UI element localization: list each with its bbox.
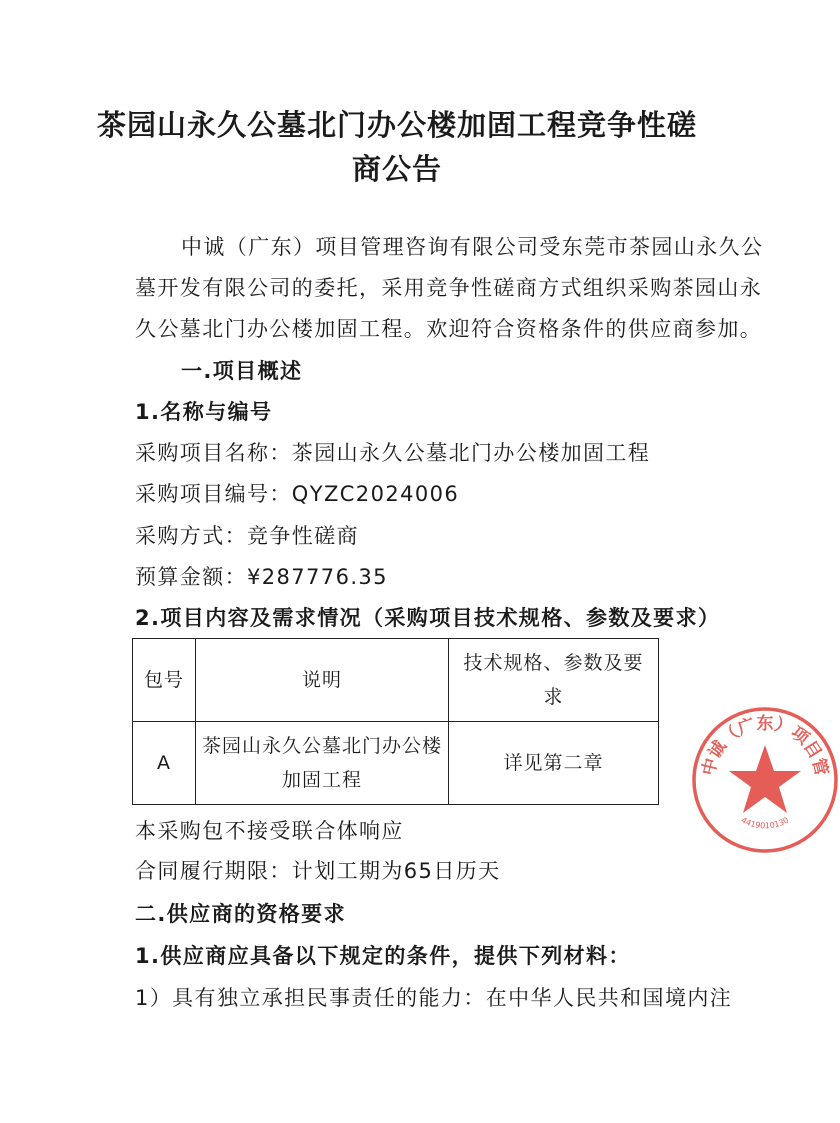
intro-line-1: 中诚（广东）项目管理咨询有限公司受东莞市茶园山永久公 [181,235,764,259]
intro-line-2: 墓开发有限公司的委托，采用竞争性磋商方式组织采购茶园山永 [135,276,763,300]
intro-line-3: 久公墓北门办公楼加固工程。欢迎符合资格条件的供应商参加。 [135,317,763,341]
cell-description: 茶园山永久公墓北门办公楼加固工程 [196,722,449,805]
package-table [132,638,659,805]
consortium-note: 本采购包不接受联合体响应 [135,819,404,843]
seal-text: 中诚（广东）项目管 [698,714,832,778]
seal-number: 4419010130 [739,815,791,831]
cell-package-no: A [133,722,196,805]
contract-period: 合同履行期限：计划工期为65日历天 [135,859,501,883]
section-1-heading: 一.项目概述 [181,359,303,383]
project-number: 采购项目编号：QYZC2024006 [135,482,460,506]
section-1-sub-1: 1.名称与编号 [135,400,273,424]
procurement-method: 采购方式：竞争性磋商 [135,524,359,548]
section-2-sub-1: 1.供应商应具备以下规定的条件，提供下列材料： [135,944,631,968]
project-name: 采购项目名称：茶园山永久公墓北门办公楼加固工程 [135,441,651,465]
qualification-item-1: 1）具有独立承担民事责任的能力：在中华人民共和国境内注 [135,986,733,1010]
header-description: 说明 [196,639,449,722]
header-package-no: 包号 [133,639,196,722]
section-1-sub-2: 2.项目内容及需求情况（采购项目技术规格、参数及要求） [135,606,721,630]
section-2-heading: 二.供应商的资格要求 [135,902,346,926]
budget-amount: 预算金额：¥287776.35 [135,565,388,589]
notice-title-line-1: 茶园山永久公墓北门办公楼加固工程竞争性磋 [96,108,697,142]
notice-title-line-2: 商公告 [351,152,442,186]
table-row [133,722,659,805]
table-header-row [133,639,659,722]
cell-spec: 详见第二章 [449,722,659,805]
company-seal [690,705,840,855]
header-spec: 技术规格、参数及要求 [449,639,659,722]
seal-star-icon [729,745,801,813]
